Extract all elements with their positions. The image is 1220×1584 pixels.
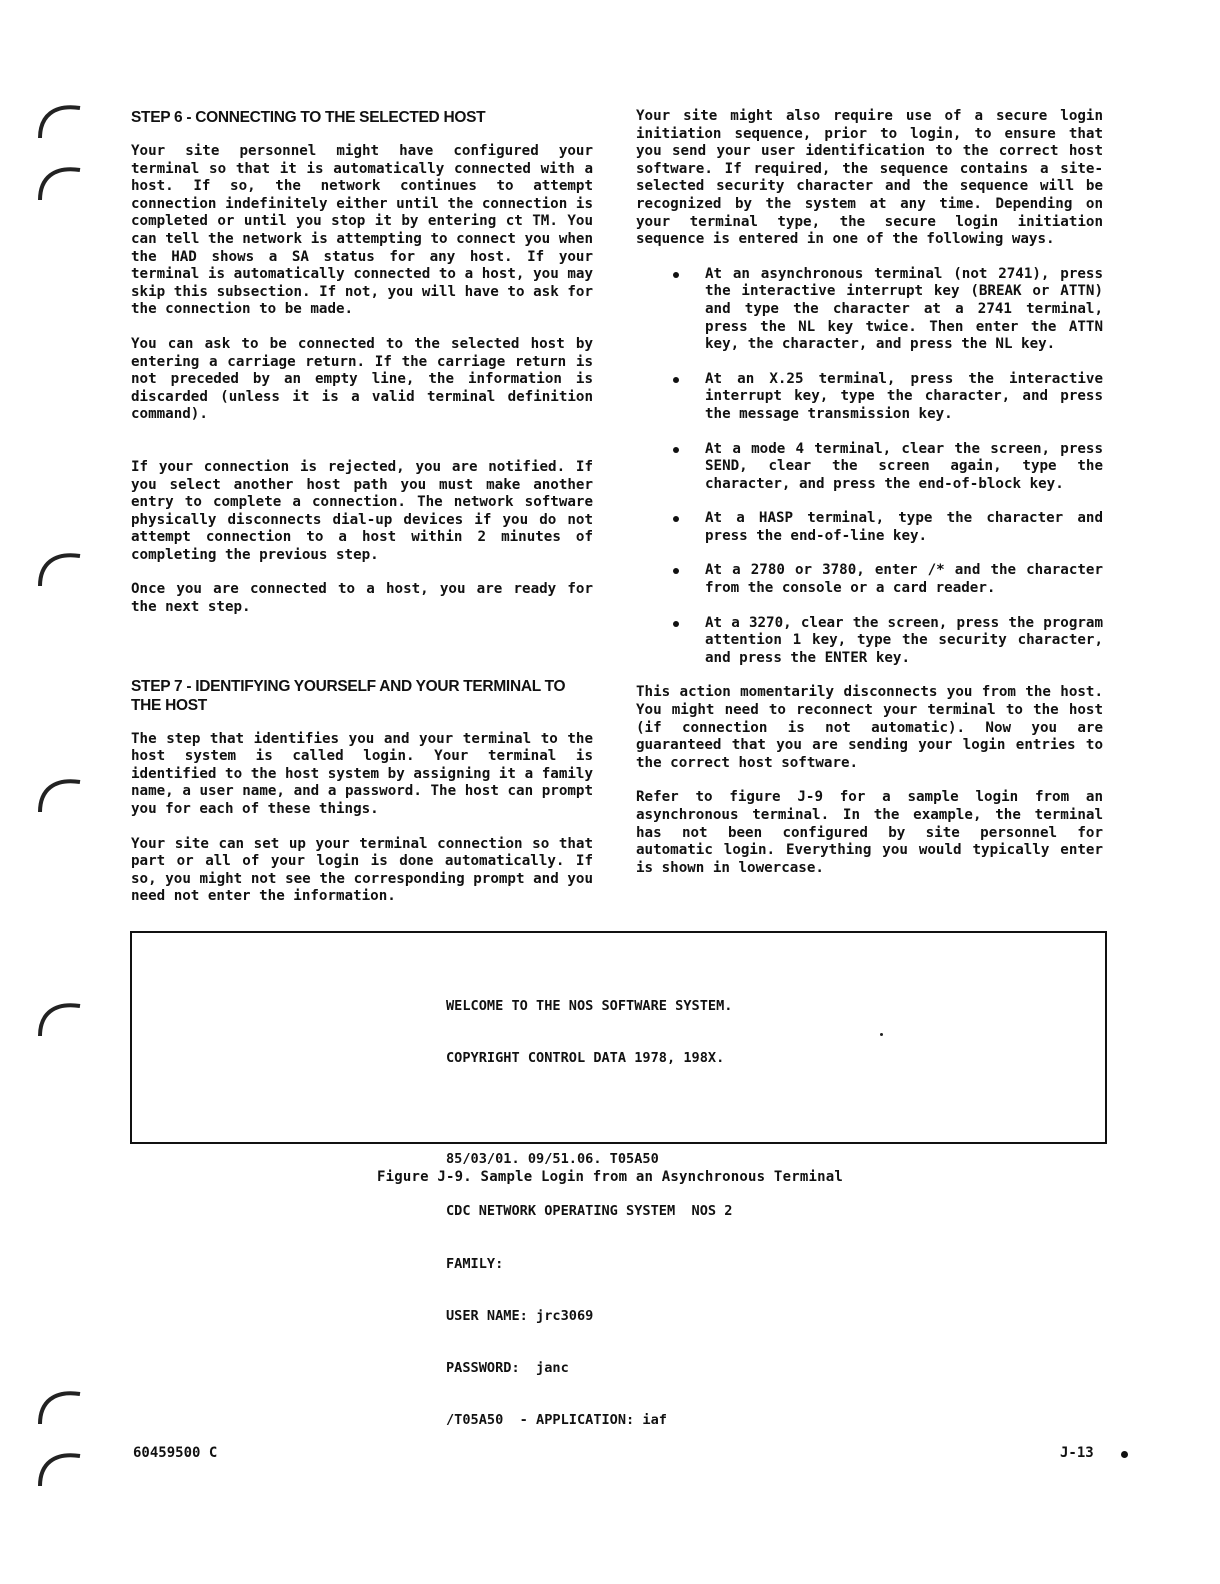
figure-reference-paragraph: Refer to figure J-9 for a sample login from an asynchronous terminal. In the example, the terminal has not been configured by site personnel for automatic login. Everything you would typically enter is shown in lowercase.	[636, 789, 1103, 876]
list-item	[636, 562, 1103, 597]
step6-heading: STEP 6 - CONNECTING TO THE SELECTED HOST	[131, 109, 486, 126]
bullet-icon	[673, 377, 679, 383]
stray-mark	[880, 1033, 883, 1036]
list-item-text: At an asynchronous terminal (not 2741), press the interactive interrupt key (BREAK or ATTN) and type the character at a 2741 terminal, press the NL key twice. Then enter the ATTN key, the character, and press the NL key.	[705, 265, 1103, 353]
bullet-icon	[673, 568, 679, 574]
step6-paragraph: You can ask to be connected to the selected host by entering a carriage return. If the carriage return is not preceded by an empty line, the information is discarded (unless it is a valid terminal definition command).	[131, 335, 593, 423]
terminal-line: COPYRIGHT CONTROL DATA 1978, 198X.	[446, 1050, 725, 1067]
bullet-icon	[673, 621, 679, 627]
list-item-text: At a HASP terminal, type the character and press the end-of-line key.	[705, 510, 1103, 544]
bullet-icon	[673, 272, 679, 278]
step7-paragraph: The step that identifies you and your terminal to the host system is called login. Your terminal is identified to the host system by assigning it a family name, a user name, and a password. The host can prompt you for each of these things.	[131, 730, 593, 818]
left-column	[131, 108, 593, 923]
list-item-text: At a 2780 or 3780, enter /* and the character from the console or a card reader.	[705, 562, 1103, 597]
right-column	[636, 108, 1103, 894]
terminal-line: FAMILY:	[446, 1255, 504, 1272]
terminal-line: 85/03/01. 09/51.06. T05A50	[446, 1151, 659, 1168]
secure-login-intro: Your site might also require use of a secure login initiation sequence, prior to login, to ensure that you send your user identification to the correct host software. If required, the sequence contains a site-selected security character and the sequence will be recognized by the system at any time. Depending on your terminal type, the secure login initiation sequence is entered in one of the following ways.	[636, 108, 1103, 248]
bullet-icon	[673, 516, 679, 522]
terminal-line: WELCOME TO THE NOS SOFTWARE SYSTEM.	[446, 997, 733, 1014]
list-item	[636, 266, 1103, 354]
step7-paragraph: Your site can set up your terminal connection so that part or all of your login is done automatically. If so, you might not see the corresponding prompt and you need not enter the information.	[131, 835, 593, 905]
bullet-icon	[673, 447, 679, 453]
terminal-line: /T05A50 - APPLICATION: iaf	[446, 1412, 667, 1429]
step6-paragraph: If your connection is rejected, you are notified. If you select another host path you must make another entry to complete a connection. The network software physically disconnects dial-up devices if you do not attempt connection to a host within 2 minutes of completing the previous step.	[131, 458, 593, 563]
blank-line	[446, 1102, 732, 1116]
terminal-line: CDC NETWORK OPERATING SYSTEM NOS 2	[446, 1203, 733, 1220]
list-item-text: At a mode 4 terminal, clear the screen, press SEND, clear the screen again, type the character, and press the end-of-block key.	[705, 440, 1103, 492]
step6-paragraph: Once you are connected to a host, you are ready for the next step.	[131, 581, 593, 616]
list-item	[636, 441, 1103, 494]
page-number: J-13	[1060, 1445, 1094, 1461]
terminal-type-list	[636, 266, 1103, 668]
list-item-text: At an X.25 terminal, press the interactive interrupt key, type the character, and press the message transmission key.	[705, 370, 1103, 422]
step7-heading: STEP 7 - IDENTIFYING YOURSELF AND YOUR TERMINAL TO THE HOST	[131, 677, 566, 714]
document-number: 60459500 C	[133, 1445, 218, 1461]
disconnect-paragraph: This action momentarily disconnects you from the host. You might need to reconnect your terminal to the host (if connection is not automatic). Now you are guaranteed that you are sending your login entries to the correct host software.	[636, 684, 1103, 771]
terminal-output	[446, 963, 732, 1464]
terminal-line: USER NAME: jrc3069	[446, 1307, 594, 1324]
terminal-line: PASSWORD: janc	[446, 1359, 569, 1376]
list-item	[636, 510, 1103, 545]
step6-paragraph: Your site personnel might have configured your terminal so that it is automatically connected with a host. If so, the network continues to attempt connection indefinitely either until the connection is completed or until you stop it by entering ct TM. You can tell the network is attempting to connect you when the HAD shows a SA status for any host. If your terminal is automatically connected to a host, you may skip this subsection. If not, you will have to ask for the connection to be made.	[131, 143, 593, 318]
list-item	[636, 615, 1103, 668]
list-item	[636, 371, 1103, 424]
list-item-text: At a 3270, clear the screen, press the program attention 1 key, type the security character, and press the ENTER key.	[705, 614, 1103, 666]
figure-caption: Figure J-9. Sample Login from an Asynchronous Terminal	[377, 1169, 843, 1185]
footer-bullet-icon	[1121, 1451, 1128, 1458]
